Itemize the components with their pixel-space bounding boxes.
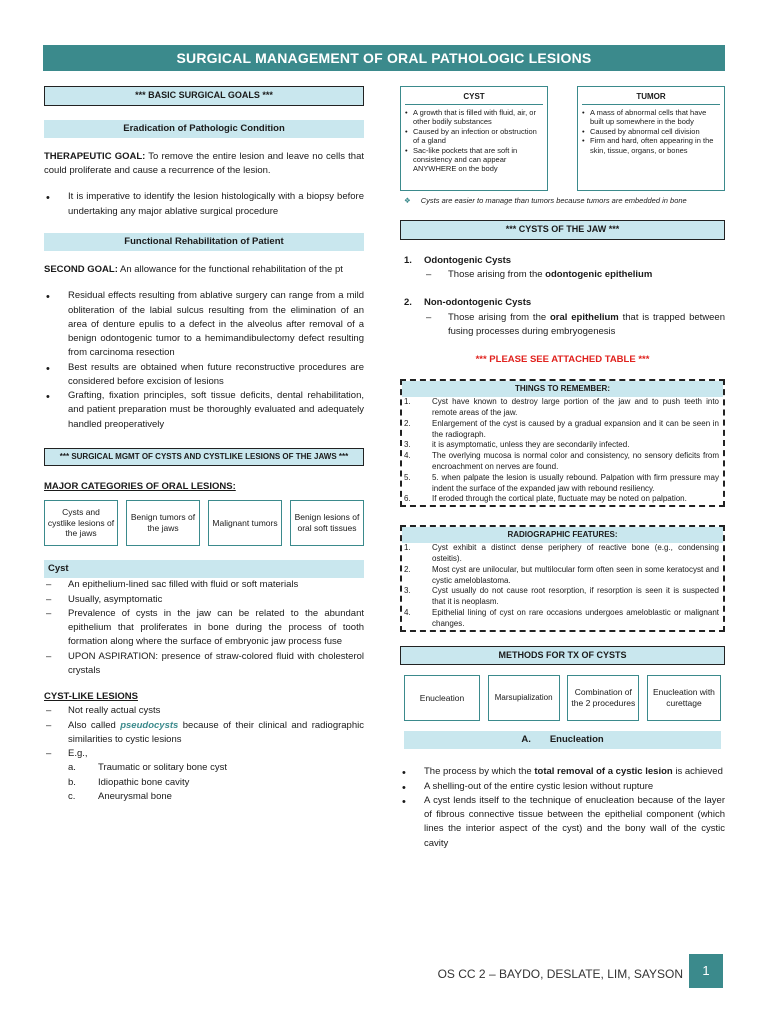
list-item [424, 311, 725, 340]
cyst-items [44, 578, 364, 678]
method-box: Enucleation [404, 675, 480, 721]
list-item [400, 780, 725, 794]
list-item: • Sac-like pockets that are soft in consistency and can appear ANYWHERE on the body [405, 146, 543, 174]
type-name: Non-odontogenic Cysts [424, 297, 532, 309]
list-item [400, 296, 725, 339]
cystlike-title: CYST-LIKE LESIONS [44, 691, 138, 702]
methods-heading: METHODS FOR TX OF CYSTS [400, 646, 725, 666]
list-item [400, 254, 725, 283]
therapeutic-goal [44, 150, 364, 179]
categories-row [44, 500, 364, 546]
pseudocyst-post: because of their clinical and radiographic similarities to cystic lesions [68, 719, 364, 745]
list-item: 1. Cyst exhibit a distinct dense periphery of reactive bone (e.g., condensing osteitis). [404, 543, 719, 564]
list-item: 2. Most cyst are unilocular, but multilocular form often seen in some keratocyst and cystic ameloblastoma. [404, 564, 719, 585]
second-label: SECOND GOAL: [44, 264, 118, 275]
attached-table-note: *** PLEASE SEE ATTACHED TABLE *** [475, 354, 650, 365]
type-name: Odontogenic Cysts [424, 254, 512, 266]
remember-heading: THINGS TO REMEMBER: [402, 381, 723, 397]
pseudocyst-pre: Also called [68, 719, 121, 731]
major-categories-title: MAJOR CATEGORIES OF ORAL LESIONS: [44, 480, 236, 492]
list-text: Cyst exhibit a distinct dense periphery of reactive bone (e.g., condensing osteitis). [432, 543, 719, 564]
radio-heading: RADIOGRAPHIC FEATURES: [402, 527, 723, 543]
methods-row [400, 675, 725, 721]
list-item: – Prevalence of cysts in the jaw can be related to the abundant epithelium that proliferates in bone during the process of tooth formation along where the surface of embryonic jaw process fuse [44, 607, 364, 650]
therapeutic-bullets [44, 190, 364, 219]
list-text: Aneurysmal bone [98, 790, 172, 802]
method-box: Enucleation with curettage [647, 675, 721, 721]
type-desc [424, 268, 725, 282]
list-text: it is asymptomatic, unless they are secondarily infected. [432, 440, 630, 450]
list-item: 5. 5. when palpate the lesion is usually rebound. Palpation with firm pressure may indent the surface of the expanded jaw with rebound resiliency. [404, 472, 719, 493]
list-item: 4. Epithelial lining of cyst on rare occasions undergoes ameloblastic or malignant changes. [404, 608, 719, 628]
page-number: 1 [689, 954, 723, 988]
type-desc [424, 311, 725, 340]
desc-pre: Those arising from the [448, 311, 550, 323]
category-box: Benign tumors of the jaws [126, 500, 200, 546]
list-item: – Usually, asymptomatic [44, 593, 364, 607]
list-text: 5. when palpate the lesion is usually rebound. Palpation with firm pressure may indent the surface of the expanded jaw with rebound resiliency. [432, 472, 719, 493]
list-item: • Firm and hard, often appearing in the skin, tissue, organs, or bones [582, 136, 720, 155]
jaw-cysts-heading: *** CYSTS OF THE JAW *** [400, 220, 725, 240]
note-text: Cysts are easier to manage than tumors because tumors are embedded in bone [420, 196, 687, 205]
radiographic-features [400, 525, 725, 631]
method-box: Combination of the 2 procedures [567, 675, 639, 721]
list-item: 2. Enlargement of the cyst is caused by a gradual expansion and it can be seen in the radiograph. [404, 418, 719, 439]
cyst-box [400, 86, 548, 191]
list-text: Enlargement of the cyst is caused by a gradual expansion and it can be seen in the radiograph. [432, 418, 719, 439]
list-item: • Grafting, fixation principles, soft tissue deficits, dental rehabilitation, and patient preparation must be thoroughly evaluated and adequately handled preoperatively [44, 389, 364, 432]
list-marker: a. [68, 762, 76, 774]
list-item: • It is imperative to identify the lesion histologically with a biopsy before undertaking any major ablative surgical procedure [44, 190, 364, 219]
list-text: The overlying mucosa is normal color and consistency, no sensory deficits from encroachment on nerves are found. [432, 451, 719, 472]
item-pre: The process by which the [424, 766, 535, 778]
list-marker: c. [68, 790, 76, 802]
list-item: 1. Cyst have known to destroy large portion of the jaw and to push teeth into remote areas of the jaw. [404, 397, 719, 418]
left-column [44, 86, 364, 804]
list-marker: 2. [404, 297, 412, 309]
cyst-heading: Cyst [44, 560, 364, 578]
cyst-box-list [401, 105, 547, 177]
second-bullets [44, 289, 364, 432]
desc-bold: oral epithelium [549, 311, 619, 323]
footer-authors: OS CC 2 – BAYDO, DESLATE, LIM, SAYSON [437, 967, 683, 981]
method-box: Marsupialization [488, 675, 560, 721]
list-text: Traumatic or solitary bone cyst [98, 762, 227, 774]
category-box: Benign lesions of oral soft tissues [290, 500, 364, 546]
item-bold: total removal of a cystic lesion [534, 766, 673, 778]
examples-list [68, 761, 364, 804]
list-item: – E.g., [44, 747, 364, 761]
functional-heading: Functional Rehabilitation of Patient [44, 233, 364, 251]
enucleation-heading: A. Enucleation [404, 731, 721, 749]
item-pre: A cyst lends itself to the technique of enucleation because of the layer of fibrous connective tissue between the epithelial component (which lines the interior aspect of the cyst) and the bony wall of the cystic cavity [424, 794, 725, 849]
desc-post: that is trapped between fusing processes during embryogenesis [448, 311, 725, 337]
list-item: 6. If eroded through the cortical plate, fluctuate may be noted on palpation. [404, 494, 687, 504]
list-item [68, 761, 364, 775]
category-box: Malignant tumors [208, 500, 282, 546]
things-to-remember [400, 379, 725, 507]
right-column [400, 86, 725, 851]
eradication-heading: Eradication of Pathologic Condition [44, 120, 364, 138]
list-item: – An epithelium-lined sac filled with fluid or soft materials [44, 578, 364, 592]
diamond-icon: ❖ [404, 196, 411, 205]
list-item: – UPON ASPIRATION: presence of straw-colored fluid with cholesterol crystals [44, 650, 364, 679]
page-title: SURGICAL MANAGEMENT OF ORAL PATHOLOGIC LESIONS [43, 45, 725, 71]
list-marker: b. [68, 776, 76, 788]
list-text: Most cyst are unilocular, but multilocular form often seen in some keratocyst and cystic ameloblastoma. [432, 564, 719, 585]
radio-list [402, 543, 723, 629]
list-item: • A growth that is filled with fluid, air, or other bodily substances [405, 108, 543, 127]
list-item [400, 765, 725, 779]
list-item: • Caused by an infection or obstruction of a gland [405, 127, 543, 146]
goals-heading: *** BASIC SURGICAL GOALS *** [44, 86, 364, 106]
mgmt-heading: *** SURGICAL MGMT OF CYSTS AND CYSTLIKE LESIONS OF THE JAWS *** [44, 448, 364, 466]
list-item [400, 794, 725, 851]
list-item: • Caused by abnormal cell division [582, 127, 720, 136]
cystlike-items [44, 704, 364, 761]
second-goal [44, 263, 364, 277]
item-post: is achieved [672, 766, 723, 778]
list-text: Idiopathic bone cavity [98, 776, 190, 788]
list-text: Epithelial lining of cyst on rare occasions undergoes ameloblastic or malignant changes. [432, 608, 719, 628]
therapeutic-text: To remove the entire lesion and leave no cells that could proliferate and cause a recurrence of the lesion. [44, 150, 364, 176]
list-item [424, 268, 725, 282]
list-item: 3. it is asymptomatic, unless they are secondarily infected. [404, 440, 630, 450]
list-text: If eroded through the cortical plate, fluctuate may be noted on palpation. [432, 494, 687, 504]
cyst-box-title: CYST [405, 89, 543, 105]
second-text: An allowance for the functional rehabilitation of the pt [117, 264, 343, 275]
enucleation-list [400, 765, 725, 851]
list-marker: 1. [404, 254, 412, 266]
desc-bold: odontogenic epithelium [545, 269, 653, 280]
list-item: 3. Cyst usually do not cause root resorption, if resorption is seen it is suspected that it is neoplasm. [404, 586, 719, 607]
list-item [68, 790, 364, 804]
list-item [68, 776, 364, 790]
tumor-box-list [578, 105, 724, 158]
list-item: 4. The overlying mucosa is normal color and consistency, no sensory deficits from encroachment on nerves are found. [404, 451, 719, 472]
cyst-types [400, 254, 725, 339]
list-item: – Not really actual cysts [44, 704, 364, 718]
list-item: • Residual effects resulting from ablative surgery can range from a mild obliteration of the labial sulcus resulting from the elimination of an area of denture epulis to a defect in the alveolus after removal of a benign odontogenic tumor to a hemimandibulectomy defect resulting from carcinoma resection [44, 289, 364, 360]
therapeutic-label: THERAPEUTIC GOAL: [44, 150, 146, 162]
list-text: Cyst have known to destroy large portion of the jaw and to push teeth into remote areas of the jaw. [432, 397, 719, 418]
desc-pre: Those arising from the [448, 269, 546, 280]
tumor-box [577, 86, 725, 191]
category-box: Cysts and cystlike lesions of the jaws [44, 500, 118, 546]
list-text: Cyst usually do not cause root resorption, if resorption is seen it is suspected that it is neoplasm. [432, 586, 719, 607]
item-pre: A shelling-out of the entire cystic lesion without rupture [424, 780, 654, 792]
list-item: • Best results are obtained when future reconstructive procedures are considered before excision of lesions [44, 361, 364, 390]
pseudocyst-term: pseudocysts [120, 719, 179, 731]
cyst-tumor-note [400, 195, 725, 206]
tumor-box-title: TUMOR [582, 89, 720, 105]
remember-list [402, 397, 723, 505]
list-item [44, 719, 364, 748]
cyst-vs-tumor [400, 86, 725, 191]
list-item: • A mass of abnormal cells that have built up somewhere in the body [582, 108, 720, 127]
